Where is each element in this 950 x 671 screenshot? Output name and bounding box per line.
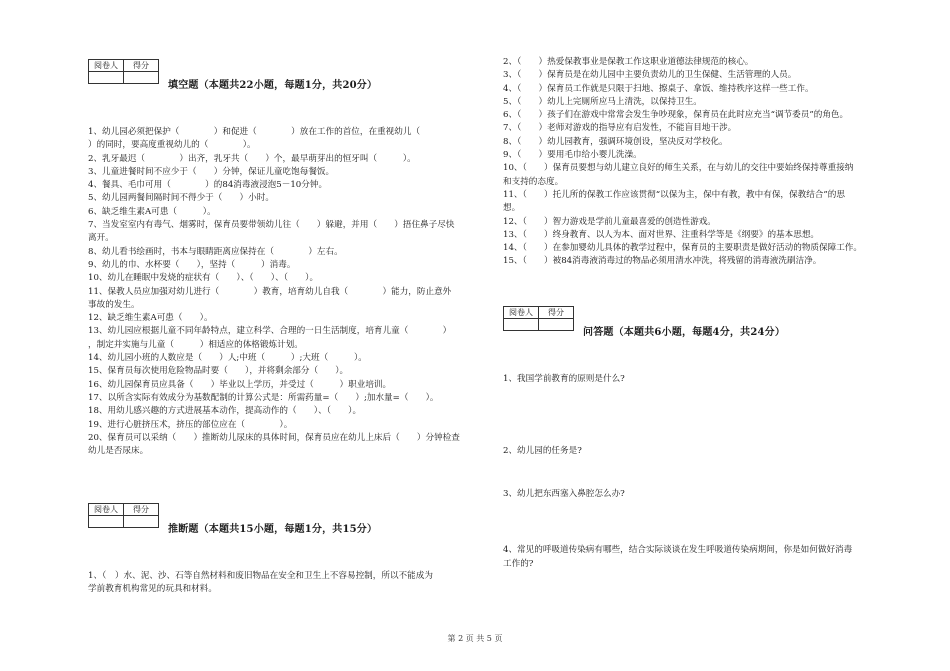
fill-in-question-line: 4、餐具、毛巾可用（ ）的84消毒液浸泡5－10分钟。 (88, 180, 328, 191)
judge-question-line: 学前教育机构常见的玩具和材料。 (88, 584, 217, 595)
fill-in-question-line: 5、幼儿园两餐间隔时间不得少于（ ）小时。 (88, 193, 274, 204)
judge-question-line: 8、（ ）幼儿园教育，强调环境创设，坚决反对学校化。 (503, 136, 728, 147)
qa-question-1: 1、我国学前教育的原则是什么? (503, 374, 625, 384)
fill-in-question-line: 18、用幼儿感兴趣的方式进展基本动作，提高动作的（ ）、（ ）。 (88, 406, 362, 417)
judge-question-line: 想。 (503, 203, 521, 214)
fill-in-question-line: 10、幼儿在睡眠中发烧的症状有（ ）、（ ）、（ ）。 (88, 273, 319, 284)
fill-in-question-line: 2、乳牙最迟（ ）出齐，乳牙共（ ）个，最早萌芽出的恒牙叫（ ）。 (88, 153, 416, 164)
score-blank (539, 319, 574, 331)
judge-question-line: 10、（ ）保育员要想与幼儿建立良好的师生关系，在与幼儿的交往中要始终保持尊重接纳 (503, 163, 854, 174)
fill-in-question-line: 16、幼儿园保育员应具备（ ）毕业以上学历，并受过（ ）职业培训。 (88, 379, 392, 390)
fill-in-title: 填空题（本题共22小题，每题1分，共20分） (168, 80, 378, 91)
fill-in-question-line: 15、保育员每次使用危险物品时要（ ），并将剩余部分（ ）。 (88, 366, 349, 377)
reviewer-cell: 阅卷人 (89, 504, 124, 516)
reviewer-blank (89, 72, 124, 84)
judge-question-line: 15、（ ）被84消毒液消毒过的物品必须用清水冲洗，将残留的消毒液洗刷洁净。 (503, 256, 822, 267)
judge-question-line: 13、（ ）终身教育、以人为本、面对世界、注重科学等是《纲要》的基本思想。 (503, 229, 820, 240)
fill-in-question-line: 19、进行心脏挤压术，挤压的部位应在（ ）。 (88, 419, 293, 430)
judge-question-line: 11、（ ）托儿所的保教工作应该贯彻“以保为主，保中有教，教中有保，保教结合”的思 (503, 189, 845, 200)
judge-question-line: 12、（ ）智力游戏是学前儿童最喜爱的创造性游戏。 (503, 216, 716, 227)
judge-question-line: 5、（ ）幼儿上完厕所应马上清洗，以保持卫生。 (503, 96, 702, 107)
reviewer-cell: 阅卷人 (504, 307, 539, 319)
score-cell: 得分 (124, 504, 159, 516)
judge-title: 推断题（本题共15小题，每题1分，共15分） (168, 524, 378, 535)
judge-question-line: 和支持的态度。 (503, 176, 564, 187)
fill-in-question-line: 20、保育员可以采纳（ ）推断幼儿尿床的具体时间，保育员应在幼儿上床后（ ）分钟检查 (88, 432, 460, 443)
fill-in-question-line: 14、幼儿园小班的人数应是（ ）人;中班（ ）;大班（ ）。 (88, 353, 367, 364)
qa-question-4-line-2: 工作的? (503, 559, 534, 569)
fill-in-question-line: 事故的发生。 (88, 299, 140, 310)
fill-in-question-line: 离开。 (88, 233, 114, 244)
fill-in-question-line: 6、缺乏维生素A可患（ ）。 (88, 206, 216, 217)
judge-question-line: 14、（ ）在参加婴幼儿具体的教学过程中，保育员的主要职责是做好活动的物质保障工作。 (503, 243, 862, 254)
score-blank (124, 72, 159, 84)
fill-in-question-line: 17、以所含实际有效成分为基数配制的计算公式是：所需药量=（ ）;加水量=（ ）。 (88, 392, 439, 403)
reviewer-blank (89, 516, 124, 528)
fill-in-question-line: 11、保教人员应加强对幼儿进行（ ）教育，培育幼儿自我（ ）能力，防止意外 (88, 286, 452, 297)
judge-question-line: 6、（ ）孩子们在游戏中常常会发生争吵现象，保育员在此时应充当“调节委员”的角色。 (503, 110, 849, 121)
fill-in-question-line: 8、幼儿看书绘画时，书本与眼睛距离应保持在（ ）左右。 (88, 246, 343, 257)
reviewer-blank (504, 319, 539, 331)
judge-question-line: 2、（ ）热爱保教事业是保教工作这职业道德法律规范的核心。 (503, 57, 754, 67)
judge-question-line: 9、（ ）要用毛巾给小婴儿洗澡。 (503, 150, 642, 161)
fill-in-question-line: 3、儿童进餐时间不应少于（ ）分钟，保证儿童吃饱每餐饭。 (88, 166, 335, 177)
fill-in-question-line: 1、幼儿园必须把保护（ ）和促进（ ）放在工作的首位，在重视幼儿（ (88, 127, 421, 137)
judge-questions-right (503, 56, 913, 269)
qa-question-2: 2、幼儿园的任务是? (503, 446, 582, 456)
fill-in-question-line: ）的同时，要高度重视幼儿的（ ）。 (88, 140, 256, 151)
qa-question-4-line-1: 4、常见的呼吸道传染病有哪些，结合实际谈谈在发生呼吸道传染病期间，你是如何做好消毒 (503, 545, 853, 555)
score-table-qa (503, 306, 574, 331)
qa-title: 问答题（本题共6小题，每题4分，共24分） (583, 327, 786, 338)
score-cell: 得分 (539, 307, 574, 319)
score-table-fill-in (88, 59, 159, 84)
judge-question-line: 1、（ ）水、泥、沙、石等自然材料和废旧物品在安全和卫生上不容易控制，所以不能成为 (88, 571, 433, 581)
reviewer-cell: 阅卷人 (89, 60, 124, 72)
score-cell: 得分 (124, 60, 159, 72)
score-table-judge (88, 503, 159, 528)
judge-question-line: 4、（ ）保育员工作就是只限于扫地、擦桌子、拿饭、维持秩序这样一些工作。 (503, 83, 814, 94)
fill-in-question-line: 12、缺乏维生素A可患（ ）。 (88, 313, 213, 324)
score-blank (124, 516, 159, 528)
fill-in-question-line: 9、幼儿的巾、水杯要（ ），坚持（ ）消毒。 (88, 259, 296, 270)
fill-in-question-line: 13、幼儿园应根据儿童不同年龄特点，建立科学、合理的一日生活制度，培育儿童（ ） (88, 326, 452, 337)
judge-question-line: 3、（ ）保育员是在幼儿园中主要负责幼儿的卫生保健、生活管理的人员。 (503, 70, 797, 81)
page-footer: 第 2 页 共 5 页 (447, 634, 503, 643)
fill-in-question-line: 7、当发室室内有毒气、烟雾时，保育员要带领幼儿往（ ）躲避，并用（ ）捂住鼻子尽快 (88, 220, 455, 231)
fill-in-question-line: ，制定并实施与儿童（ ）相适应的体格锻炼计划。 (88, 339, 303, 350)
judge-questions-left (88, 570, 488, 597)
qa-question-3: 3、幼儿把东西塞入鼻腔怎么办? (503, 489, 625, 499)
fill-in-questions (88, 126, 488, 458)
judge-question-line: 7、（ ）老师对游戏的指导应有启发性，不能盲目地干涉。 (503, 123, 737, 134)
fill-in-question-line: 幼儿是否尿床。 (88, 446, 149, 457)
